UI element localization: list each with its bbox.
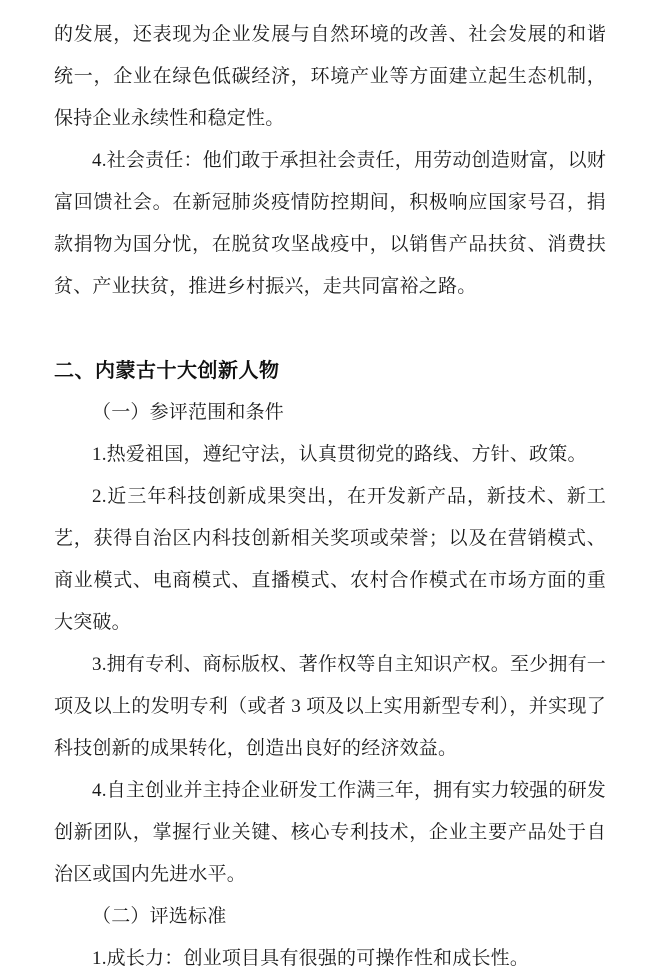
subsection-1-heading: （一）参评范围和条件 — [92, 402, 285, 423]
condition-item-4: 4.自主创业并主持企业研发工作满三年，拥有实力较强的研发创新团队，掌握行业关键、核心专利技术，企业主要产品处于自治区或国内先进水平。 — [54, 780, 606, 885]
condition-item-1: 1.热爱祖国，遵纪守法，认真贯彻党的路线、方针、政策。 — [92, 444, 587, 465]
subsection-2-heading: （二）评选标准 — [92, 906, 227, 927]
condition-item-3: 3.拥有专利、商标版权、著作权等自主知识产权。至少拥有一项及以上的发明专利（或者 3 项及以上实用新型专利），并实现了科技创新的成果转化，创造出良好的经济效益。 — [54, 654, 606, 759]
criteria-item-1: 1.成长力：创业项目具有很强的可操作性和成长性。 — [92, 948, 530, 969]
paragraph-social-responsibility: 4.社会责任：他们敢于承担社会责任，用劳动创造财富，以财富回馈社会。在新冠肺炎疫情防控期间，积极响应国家号召，捐款捐物为国分忧，在脱贫攻坚战疫中，以销售产品扶贫、消费扶贫、产业扶贫，推进乡村振兴，走共同富裕之路。 — [54, 150, 606, 297]
section-2-heading: 二、内蒙古十大创新人物 — [54, 360, 280, 382]
paragraph-intro-continuation: 的发展，还表现为企业发展与自然环境的改善、社会发展的和谐统一，企业在绿色低碳经济，环境产业等方面建立起生态机制，保持企业永续性和稳定性。 — [54, 24, 606, 129]
condition-item-2: 2.近三年科技创新成果突出，在开发新产品，新技术、新工艺，获得自治区内科技创新相关奖项或荣誉；以及在营销模式、商业模式、电商模式、直播模式、农村合作模式在市场方面的重大突破。 — [54, 486, 606, 633]
